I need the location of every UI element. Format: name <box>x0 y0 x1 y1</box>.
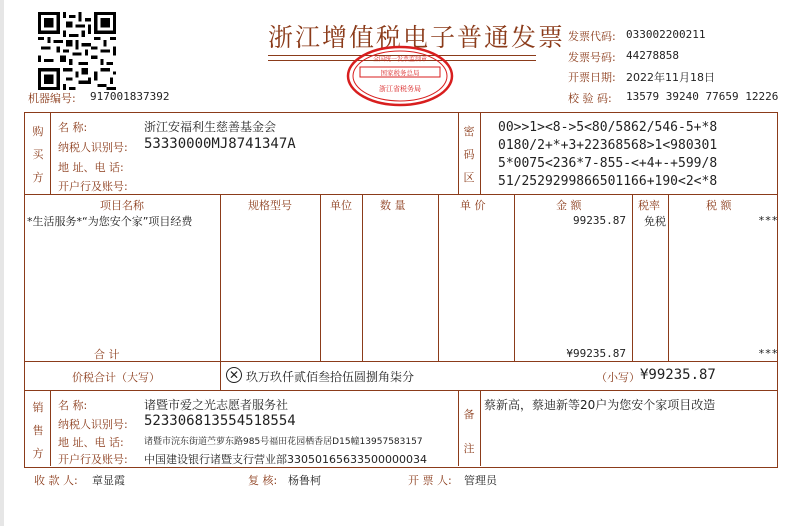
items-col-divider-spec <box>220 194 221 361</box>
payee: 章显霞 <box>92 474 125 487</box>
invoice-no-label: 发票号码: <box>568 51 616 64</box>
buyer-name: 浙江安福利生慈善基金会 <box>144 120 277 134</box>
col-header-price: 单 价 <box>460 199 486 212</box>
cipher-line: 00>>1><8->5<80/5862/546-5+*8 <box>498 120 718 135</box>
seal-bottom-text: 浙江省税务局 <box>379 85 421 93</box>
invoice-code-label: 发票代码: <box>568 30 616 43</box>
total-label: 合 计 <box>94 348 120 361</box>
remarks-section-label: 备 注 <box>463 408 475 455</box>
issue-date-label: 开票日期: <box>568 71 616 84</box>
payee-label: 收 款 人: <box>34 474 78 487</box>
invoice-no: 44278858 <box>626 49 679 62</box>
items-col-divider-unit <box>320 194 321 361</box>
invoice-code: 033002200211 <box>626 28 706 41</box>
reviewer-label: 复 核: <box>248 474 278 487</box>
buyer-col-divider <box>50 112 51 194</box>
item-rate: 免税 <box>644 215 666 228</box>
col-header-amount: 金 额 <box>556 199 582 212</box>
issue-date: 2022年11月18日 <box>626 71 715 84</box>
seller-bank: 中国建设银行诸暨支行营业部33050165633500000034 <box>144 453 427 466</box>
reviewer: 杨鲁柯 <box>288 474 321 487</box>
cipher-line: 0180/2+*+3+22368568>1<980301 <box>498 138 718 153</box>
cipher-section-label: 密 码 区 <box>463 125 475 184</box>
items-col-divider-price <box>438 194 439 361</box>
qr-code <box>38 12 116 90</box>
items-col-divider-tax <box>668 194 669 361</box>
remarks-col-divider-left <box>458 390 459 466</box>
price-tax-uppercase: 玖万玖仟贰佰叁拾伍圆捌角柒分 <box>246 370 415 384</box>
seal-band-text: 国家税务总局 <box>380 69 420 77</box>
buyer-bank-label: 开户行及账号: <box>58 180 128 193</box>
items-col-divider-qty <box>362 194 363 361</box>
official-seal <box>346 45 454 107</box>
price-tax-col-divider <box>220 361 221 390</box>
total-tax: *** <box>758 347 778 360</box>
machine-no-label: 机器编号: <box>28 92 76 105</box>
col-header-rate: 税率 <box>638 199 660 212</box>
machine-no: 917001837392 <box>90 90 170 103</box>
check-code-label: 校 验 码: <box>568 92 612 105</box>
remarks-col-divider-right <box>480 390 481 466</box>
invoice-title: 浙江增值税电子普通发票 <box>268 23 566 52</box>
item-amount: 99235.87 <box>573 214 626 227</box>
seller-col-divider <box>50 390 51 466</box>
item-tax: *** <box>758 214 778 227</box>
buyer-name-label: 名 称: <box>58 121 88 134</box>
price-tax-small-label: （小写） <box>596 371 640 384</box>
row-divider-total <box>24 390 777 391</box>
buyer-tax-id-label: 纳税人识别号: <box>58 141 128 154</box>
remarks-text: 蔡新高，蔡迪新等20户为您安个家项目改造 <box>484 398 716 412</box>
items-col-divider-amount <box>514 194 515 361</box>
seller-name-label: 名 称: <box>58 399 88 412</box>
cipher-line: 5*0075<236*7-855-<+4+-+599/8 <box>498 156 718 171</box>
check-code: 13579 39240 77659 12226 <box>626 90 779 103</box>
price-tax-total-label: 价税合计（大写） <box>72 371 160 384</box>
issuer-label: 开 票 人: <box>408 474 452 487</box>
buyer-section-label: 购 买 方 <box>32 125 44 184</box>
seller-address: 诸暨市浣东街道苎萝东路985号福田花园栖香居D15幢13957583157 <box>144 437 423 447</box>
cipher-area <box>498 119 772 191</box>
buyer-tax-id: 53330000MJ8741347A <box>144 136 296 152</box>
close-circle-icon: ✕ <box>226 367 242 383</box>
left-gutter <box>0 0 4 526</box>
row-divider-items <box>24 361 777 362</box>
total-amount: ¥99235.87 <box>566 347 626 360</box>
cipher-col-divider-right <box>480 112 481 194</box>
seller-bank-label: 开户行及账号: <box>58 453 128 466</box>
seller-tax-id-label: 纳税人识别号: <box>58 418 128 431</box>
items-col-divider-rate <box>632 194 633 361</box>
col-header-name: 项目名称 <box>100 199 144 212</box>
col-header-tax: 税 额 <box>706 199 732 212</box>
buyer-address-label: 地 址、电 话: <box>58 161 124 174</box>
col-header-qty: 数 量 <box>380 199 406 212</box>
col-header-spec: 规格型号 <box>248 199 292 212</box>
row-divider-buyer <box>24 194 777 195</box>
col-header-unit: 单位 <box>330 199 352 212</box>
cipher-line: 51/2529299866501166+190<2<*8 <box>498 174 718 189</box>
price-tax-small-value: ¥99235.87 <box>640 367 716 383</box>
seller-name: 诸暨市爱之光志愿者服务社 <box>144 398 289 412</box>
item-name: *生活服务*“为您安个家”项目经费 <box>27 215 193 228</box>
seller-address-label: 地 址、电 话: <box>58 436 124 449</box>
seller-section-label: 销 售 方 <box>32 401 44 460</box>
cipher-col-divider-left <box>458 112 459 194</box>
issuer: 管理员 <box>464 474 497 487</box>
seller-tax-id: 523306813554518554 <box>144 413 296 429</box>
seal-top-text: 全国统一发票监制章 <box>372 56 428 63</box>
